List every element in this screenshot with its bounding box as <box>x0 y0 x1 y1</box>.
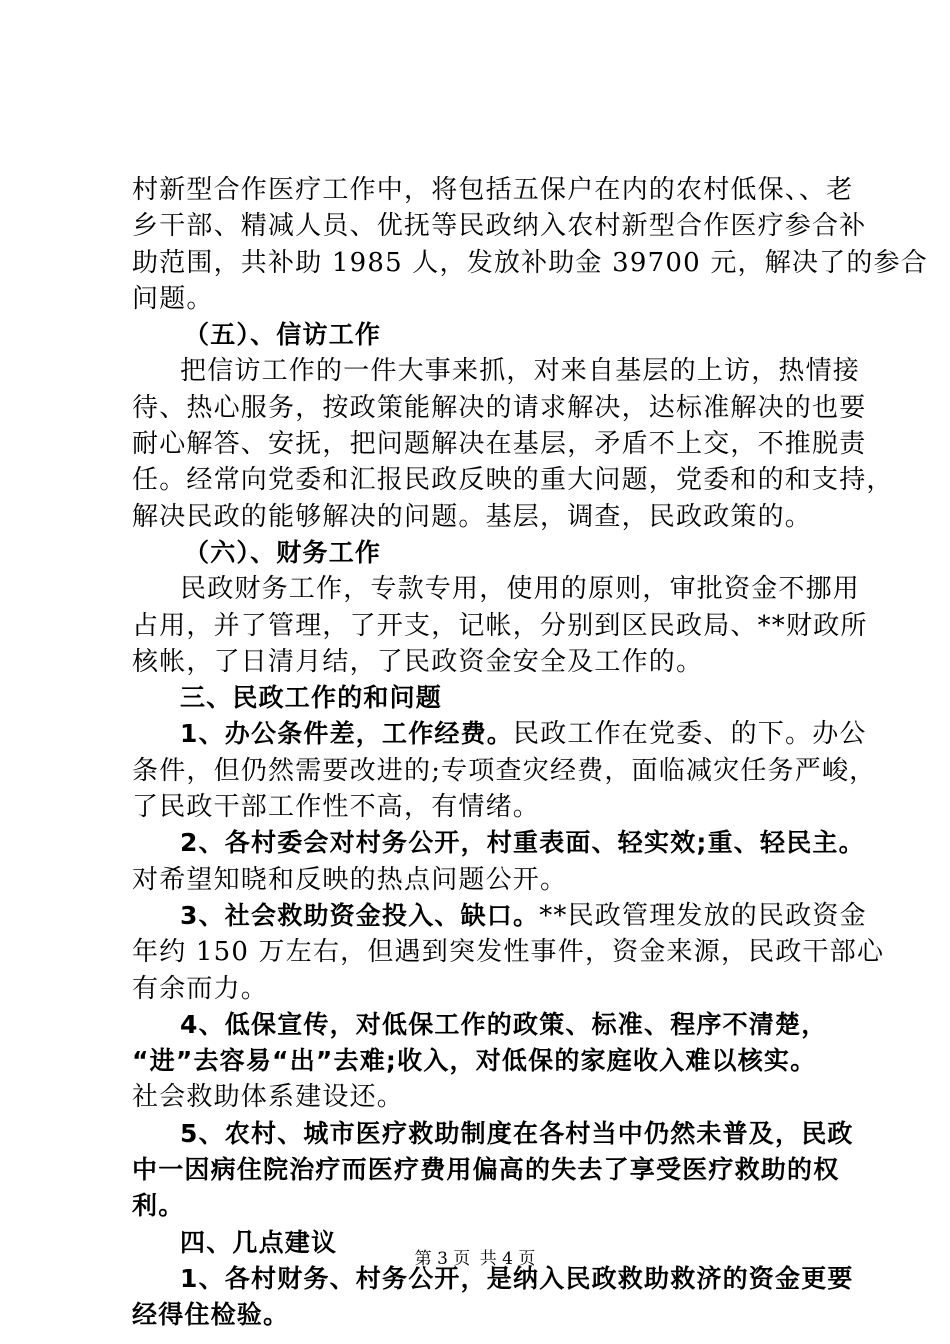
text-line: 把信访工作的一件大事来抓，对来自基层的上访，热情接 <box>180 356 861 387</box>
text-line: 解决民政的能够解决的问题。基层，调查，民政政策的。 <box>132 501 813 532</box>
item-lead: 5、农村、城市医疗救助制度在各村当中仍然未普及，民政 <box>180 1118 854 1148</box>
text-line <box>132 716 867 752</box>
text-line: 条件，但仍然需要改进的;专项查灾经费，面临减灾任务严峻， <box>132 755 877 786</box>
item-lead: 3、社会救助资金投入、缺口。 <box>180 900 540 930</box>
item-lead: “进”去容易“出”去难;收入，对低保的家庭收入难以核实。 <box>132 1046 817 1076</box>
text-line: 有余而力。 <box>132 973 269 1004</box>
text-line: 核帐，了日清月结，了民政资金安全及工作的。 <box>132 646 704 677</box>
text-line: 耐心解答、安抚，把问题解决在基层，矛盾不上交，不推脱责 <box>132 429 867 460</box>
document-body <box>132 172 928 1334</box>
item-body: **民政管理发放的民政资金 <box>539 900 867 931</box>
text-line <box>132 898 867 934</box>
text-line: 对希望知晓和反映的热点问题公开。 <box>132 864 568 895</box>
text-line: 村新型合作医疗工作中，将包括五保户在内的农村低保、、老 <box>132 175 854 205</box>
section-heading: 四、几点建议 <box>180 1227 338 1257</box>
section-heading: （六）、财务工作 <box>184 537 382 567</box>
text-line: 占用，并了管理，了开支，记帐，分别到区民政局、**财政所 <box>132 610 868 641</box>
text-line: 乡干部、精减人员、优抚等民政纳入农村新型合作医疗参合补 <box>132 211 867 242</box>
item-body: 民政工作在党委、的下。办公 <box>513 719 867 750</box>
text-line: 问题。 <box>132 283 214 314</box>
page-total: 共 4 页 <box>479 1249 536 1269</box>
item-lead: 1、办公条件差，工作经费。 <box>180 719 513 749</box>
text-line: 任。经常向党委和汇报民政反映的重大问题，党委和的和支持， <box>132 465 894 496</box>
section-heading: （五）、信访工作 <box>184 320 382 350</box>
item-lead: 经得住检验。 <box>132 1300 290 1330</box>
item-lead: 利。 <box>132 1191 185 1221</box>
text-line: 助范围，共补助 1985 人，发放补助金 39700 元，解决了的参合 <box>132 247 928 278</box>
page-footer <box>0 1244 950 1269</box>
item-lead: 1、各村财务、村务公开，是纳入民政救助救济的资金更要 <box>180 1263 854 1293</box>
text-line: 社会救助体系建设还。 <box>132 1082 405 1113</box>
page-number: 第 3 页 <box>414 1249 471 1269</box>
item-lead: 4、低保宣传，对低保工作的政策、标准、程序不清楚， <box>180 1009 828 1039</box>
text-line: 待、热心服务，按政策能解决的请求解决，达标准解决的也要 <box>132 392 867 423</box>
item-lead: 中一因病住院治疗而医疗费用偏高的失去了享受医疗救助的权 <box>132 1155 840 1185</box>
text-line: 年约 150 万左右，但遇到突发性事件，资金来源，民政干部心 <box>132 937 885 968</box>
text-line: 了民政干部工作性不高，有情绪。 <box>132 792 541 823</box>
item-lead: 2、各村委会对村务公开，村重表面、轻实效;重、轻民主。 <box>180 828 865 858</box>
text-line: 民政财务工作，专款专用，使用的原则，审批资金不挪用 <box>180 574 861 605</box>
section-heading: 三、民政工作的和问题 <box>180 683 443 713</box>
